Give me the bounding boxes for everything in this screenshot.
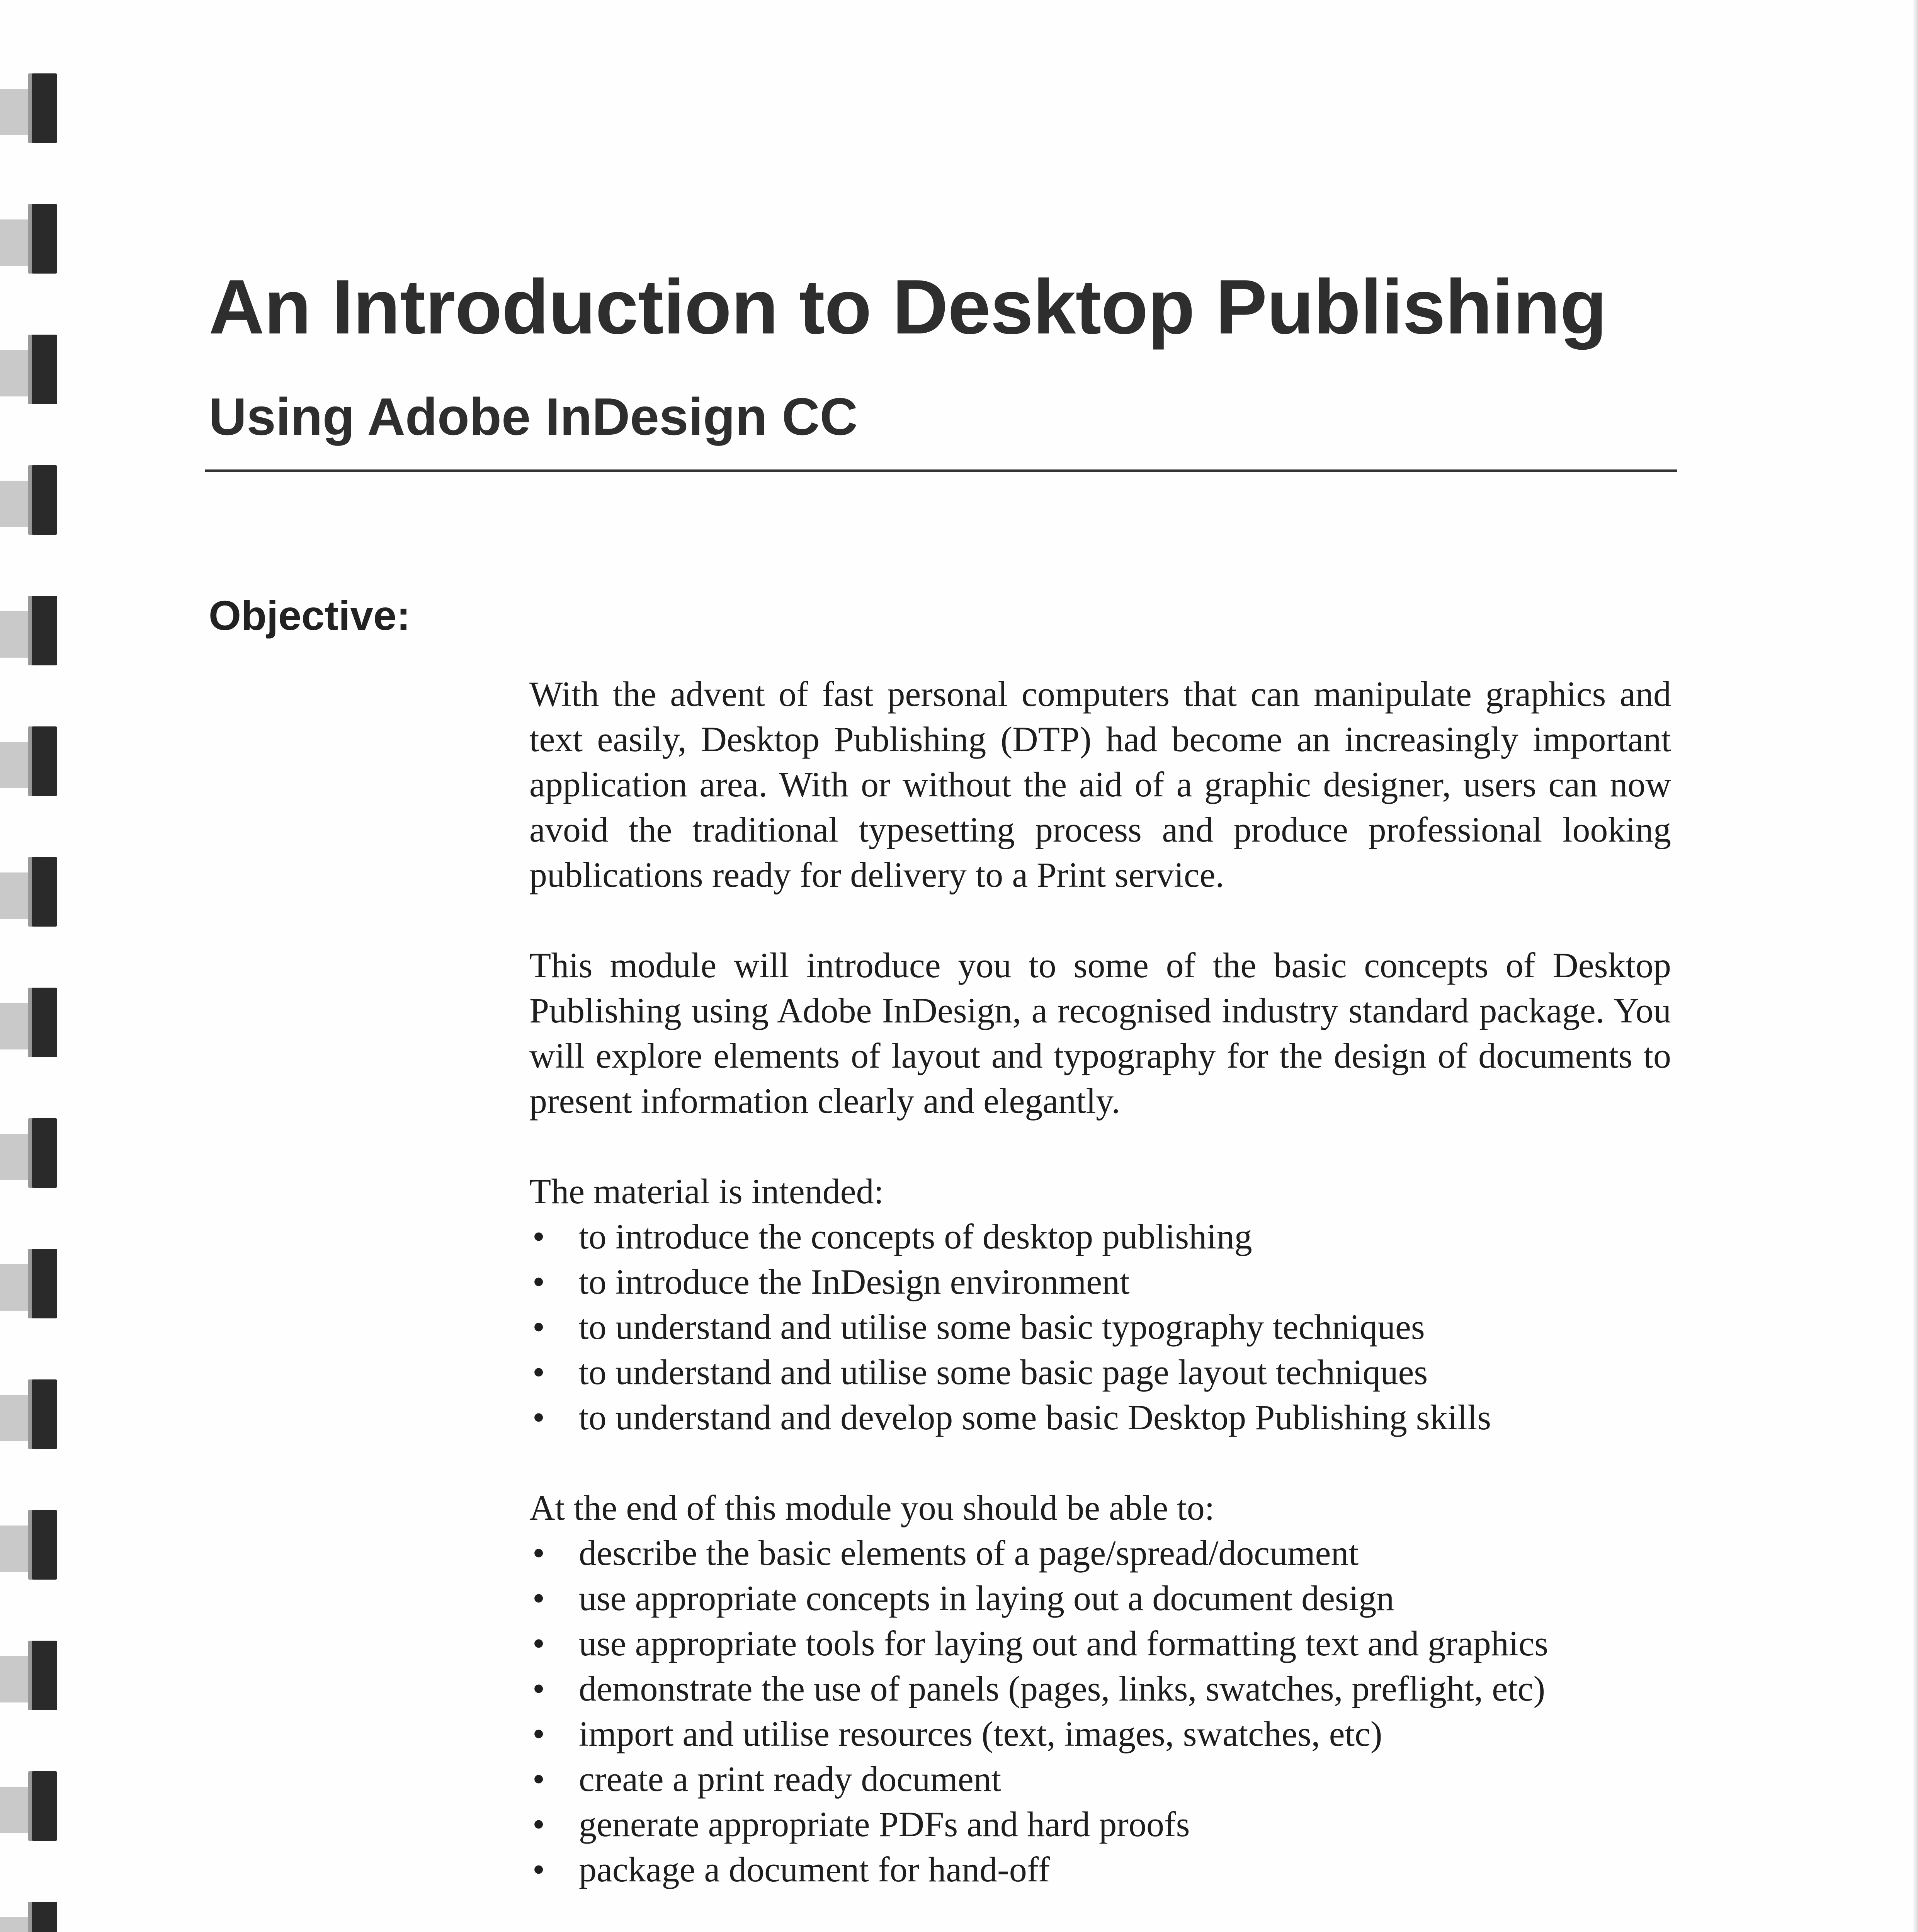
outcomes-intro: At the end of this module you should be able to: bbox=[529, 1488, 1215, 1527]
list-item: • create a print ready document bbox=[529, 1757, 1671, 1802]
page-subtitle: Using Adobe InDesign CC bbox=[209, 387, 858, 446]
bullet-icon: • bbox=[532, 1804, 545, 1844]
bullet-icon: • bbox=[532, 1669, 545, 1708]
objective-paragraph-2: This module will introduce you to some of the basic concepts of Desktop Publishing using Adobe InDesign, a recognised industry standard package. You will explore elements of layout and typography for the design of documents to present information clearly and elegantly. bbox=[529, 946, 1671, 1121]
page-title: An Introduction to Desktop Publishing bbox=[209, 264, 1607, 350]
list-item: • demonstrate the use of panels (pages, links, swatches, preflight, etc) bbox=[529, 1666, 1671, 1711]
spiral-binding bbox=[0, 0, 66, 1932]
list-item: • import and utilise resources (text, images, swatches, etc) bbox=[529, 1711, 1671, 1757]
intended-list bbox=[529, 1214, 1671, 1440]
bullet-icon: • bbox=[532, 1714, 545, 1753]
binding-ring bbox=[0, 73, 62, 147]
objective-heading: Objective: bbox=[209, 592, 411, 639]
binding-ring bbox=[0, 1902, 62, 1932]
bullet-icon: • bbox=[532, 1398, 545, 1437]
page-edge-shadow bbox=[1913, 0, 1918, 1932]
bullet-icon: • bbox=[532, 1307, 545, 1347]
list-item: • use appropriate concepts in laying out a document design bbox=[529, 1576, 1671, 1621]
bullet-icon: • bbox=[532, 1578, 545, 1618]
title-divider bbox=[205, 469, 1677, 472]
objective-paragraph-1: With the advent of fast personal computers that can manipulate graphics and text easily, Desktop Publishing (DTP) had become an increasingly important application area. With or without the aid of a graphic designer, users can now avoid the traditional typesetting process and produce professional looking publications ready for delivery to a Print service. bbox=[529, 674, 1671, 895]
binding-ring bbox=[0, 1641, 62, 1714]
list-item: • to understand and develop some basic Desktop Publishing skills bbox=[529, 1395, 1671, 1440]
list-item: • describe the basic elements of a page/spread/document bbox=[529, 1531, 1671, 1576]
binding-ring bbox=[0, 335, 62, 408]
binding-ring bbox=[0, 857, 62, 930]
binding-ring bbox=[0, 596, 62, 669]
binding-ring bbox=[0, 1379, 62, 1453]
binding-ring bbox=[0, 1118, 62, 1192]
bullet-icon: • bbox=[532, 1533, 545, 1573]
list-item: • to introduce the InDesign environment bbox=[529, 1259, 1671, 1304]
binding-ring bbox=[0, 1510, 62, 1583]
list-item: • package a document for hand-off bbox=[529, 1847, 1671, 1892]
outcomes-list bbox=[529, 1531, 1671, 1892]
binding-ring bbox=[0, 1249, 62, 1322]
binding-ring bbox=[0, 726, 62, 800]
bullet-icon: • bbox=[532, 1624, 545, 1663]
objective-body bbox=[529, 672, 1671, 1892]
list-item: • to understand and utilise some basic page layout techniques bbox=[529, 1350, 1671, 1395]
list-item: • use appropriate tools for laying out and formatting text and graphics bbox=[529, 1621, 1671, 1666]
bullet-icon: • bbox=[532, 1352, 545, 1392]
binding-ring bbox=[0, 204, 62, 277]
list-item: • to introduce the concepts of desktop publishing bbox=[529, 1214, 1671, 1259]
intended-intro: The material is intended: bbox=[529, 1172, 884, 1211]
list-item: • to understand and utilise some basic typography techniques bbox=[529, 1304, 1671, 1350]
binding-ring bbox=[0, 988, 62, 1061]
bullet-icon: • bbox=[532, 1759, 545, 1799]
bullet-icon: • bbox=[532, 1262, 545, 1301]
bullet-icon: • bbox=[532, 1217, 545, 1256]
list-item: • generate appropriate PDFs and hard proofs bbox=[529, 1802, 1671, 1847]
bullet-icon: • bbox=[532, 1850, 545, 1889]
binding-ring bbox=[0, 465, 62, 539]
binding-ring bbox=[0, 1771, 62, 1845]
